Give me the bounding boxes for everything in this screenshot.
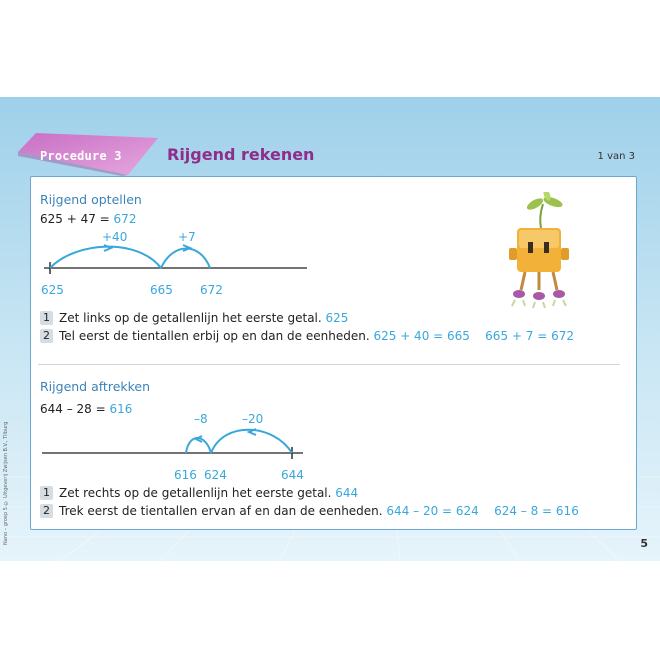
addition-tick-label: 625 — [41, 283, 64, 297]
subtraction-step-2 — [40, 504, 579, 518]
step-number: 1 — [40, 486, 53, 500]
subtraction-equation-text: 644 – 28 = — [40, 402, 110, 416]
step-number: 1 — [40, 311, 53, 325]
step-highlight: 644 – 20 = 624 624 – 8 = 616 — [386, 504, 579, 518]
step-text: Tel eerst de tientallen erbij op en dan de eenheden. — [59, 329, 374, 343]
step-number: 2 — [40, 504, 53, 518]
subtraction-jump-label: –8 — [194, 412, 208, 426]
step-text: Zet rechts op de getallenlijn het eerste getal. — [59, 486, 336, 500]
addition-jump-label: +7 — [178, 230, 196, 244]
addition-number-line — [38, 226, 318, 306]
subtraction-step-1 — [40, 486, 358, 500]
page-number: 5 — [640, 537, 648, 550]
step-number: 2 — [40, 329, 53, 343]
subtraction-jump-label: –20 — [242, 412, 264, 426]
section-divider — [38, 364, 620, 365]
addition-result: 672 — [113, 212, 137, 226]
addition-equation — [40, 212, 136, 226]
step-text: Trek eerst de tientallen ervan af en dan de eenheden. — [59, 504, 387, 518]
step-text: Zet links op de getallenlijn het eerste getal. — [59, 311, 326, 325]
page-counter: 1 van 3 — [597, 151, 635, 162]
page-title: Rijgend rekenen — [167, 145, 315, 164]
step-highlight: 644 — [335, 486, 359, 500]
addition-step-2 — [40, 329, 574, 343]
subtraction-tick-label: 644 — [281, 468, 304, 482]
addition-tick-label: 672 — [200, 283, 223, 297]
addition-equation-text: 625 + 47 = — [40, 212, 114, 226]
copyright-side-text: Nano – groep 5 © Uitgeverij Zwijsen B.V., Tilburg — [3, 421, 9, 545]
step-highlight: 625 — [325, 311, 349, 325]
subtraction-number-line — [38, 408, 318, 490]
addition-jump-label: +40 — [102, 230, 128, 244]
subtraction-heading: Rijgend aftrekken — [40, 379, 151, 394]
subtraction-tick-label: 616 — [174, 468, 197, 482]
subtraction-result: 616 — [109, 402, 133, 416]
procedure-label: Procedure 3 — [40, 149, 122, 163]
mascot-cube-character-icon — [495, 192, 585, 322]
addition-step-1 — [40, 311, 348, 325]
addition-heading: Rijgend optellen — [40, 192, 142, 207]
step-highlight: 625 + 40 = 665 665 + 7 = 672 — [373, 329, 574, 343]
subtraction-tick-label: 624 — [204, 468, 227, 482]
addition-tick-label: 665 — [150, 283, 173, 297]
